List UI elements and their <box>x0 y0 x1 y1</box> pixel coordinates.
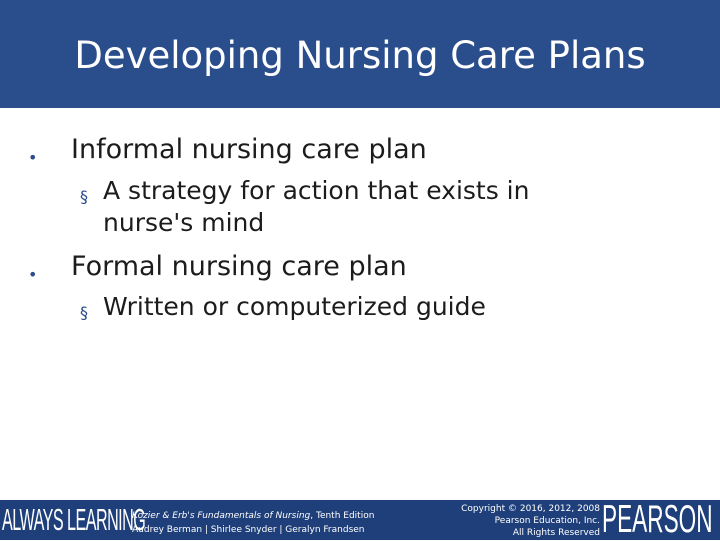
bullet-marker: • <box>28 265 38 284</box>
sub-bullet-marker: § <box>80 303 88 322</box>
sub-bullet-marker: § <box>80 187 88 206</box>
always-learning-logo: ALWAYS LEARNING <box>2 502 146 537</box>
sub-bullet-text: A strategy for action that exists in nurse's mind <box>103 176 530 237</box>
book-citation <box>132 509 442 537</box>
book-authors: Audrey Berman | Shirlee Snyder | Geralyn Frandsen <box>132 525 365 535</box>
book-edition: , Tenth Edition <box>310 511 375 521</box>
copyright-line: Pearson Education, Inc. <box>494 516 600 526</box>
bullet-text: Informal nursing care plan <box>71 134 427 165</box>
copyright-line: Copyright © 2016, 2012, 2008 <box>461 504 600 514</box>
bullet-text: Formal nursing care plan <box>71 251 407 282</box>
pearson-logo: PEARSON <box>602 498 713 541</box>
sub-bullet-text: Written or computerized guide <box>103 292 486 321</box>
copyright-notice <box>440 503 600 539</box>
footer <box>0 500 720 540</box>
book-title: Kozier & Erb's Fundamentals of Nursing <box>132 511 311 521</box>
bullet-marker: • <box>28 148 38 167</box>
copyright-line: All Rights Reserved <box>512 528 600 538</box>
slide-title: Developing Nursing Care Plans <box>74 34 646 77</box>
